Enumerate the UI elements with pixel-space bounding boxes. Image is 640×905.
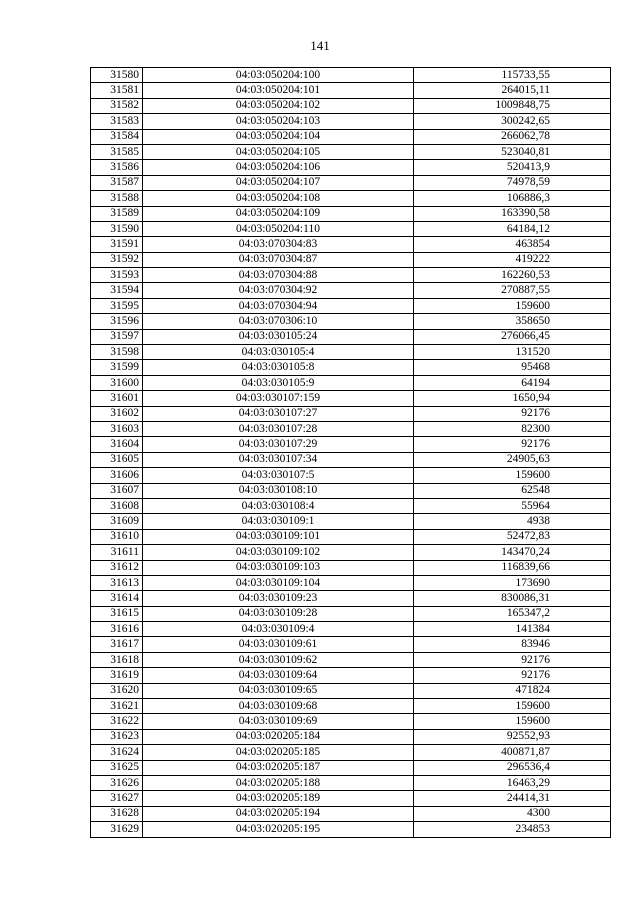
value-cell: 64194	[414, 375, 611, 390]
table-row	[91, 606, 611, 621]
table-row	[91, 822, 611, 837]
value-cell: 419222	[414, 252, 611, 267]
value-cell: 52472,83	[414, 529, 611, 544]
cadastral-number-cell: 04:03:020205:195	[143, 822, 414, 837]
row-number-cell: 31593	[91, 268, 143, 283]
cadastral-number-cell: 04:03:050204:104	[143, 129, 414, 144]
value-cell: 116839,66	[414, 560, 611, 575]
value-cell: 4300	[414, 806, 611, 821]
value-cell: 270887,55	[414, 283, 611, 298]
cadastral-number-cell: 04:03:050204:102	[143, 98, 414, 113]
value-cell: 523040,81	[414, 144, 611, 159]
value-cell: 115733,55	[414, 68, 611, 83]
row-number-cell: 31609	[91, 514, 143, 529]
table-row	[91, 775, 611, 790]
row-number-cell: 31611	[91, 545, 143, 560]
cadastral-number-cell: 04:03:070304:88	[143, 268, 414, 283]
row-number-cell: 31599	[91, 360, 143, 375]
value-cell: 159600	[414, 714, 611, 729]
cadastral-number-cell: 04:03:030105:8	[143, 360, 414, 375]
cadastral-number-cell: 04:03:050204:110	[143, 221, 414, 236]
cadastral-value-table	[90, 67, 611, 838]
cadastral-number-cell: 04:03:020205:187	[143, 760, 414, 775]
table-row	[91, 221, 611, 236]
table-body	[91, 68, 611, 838]
row-number-cell: 31598	[91, 345, 143, 360]
row-number-cell: 31582	[91, 98, 143, 113]
table-row	[91, 760, 611, 775]
cadastral-number-cell: 04:03:030108:10	[143, 483, 414, 498]
value-cell: 463854	[414, 237, 611, 252]
cadastral-number-cell: 04:03:030109:101	[143, 529, 414, 544]
value-cell: 131520	[414, 345, 611, 360]
row-number-cell: 31590	[91, 221, 143, 236]
table-row	[91, 83, 611, 98]
row-number-cell: 31625	[91, 760, 143, 775]
table-row	[91, 268, 611, 283]
value-cell: 74978,59	[414, 175, 611, 190]
table-row	[91, 175, 611, 190]
value-cell: 82300	[414, 421, 611, 436]
table-row	[91, 375, 611, 390]
row-number-cell: 31608	[91, 498, 143, 513]
table-row	[91, 468, 611, 483]
cadastral-number-cell: 04:03:050204:107	[143, 175, 414, 190]
cadastral-number-cell: 04:03:030109:1	[143, 514, 414, 529]
table-row	[91, 791, 611, 806]
row-number-cell: 31602	[91, 406, 143, 421]
table-row	[91, 298, 611, 313]
row-number-cell: 31587	[91, 175, 143, 190]
row-number-cell: 31616	[91, 622, 143, 637]
value-cell: 296536,4	[414, 760, 611, 775]
row-number-cell: 31623	[91, 729, 143, 744]
value-cell: 106886,3	[414, 191, 611, 206]
table-row	[91, 545, 611, 560]
row-number-cell: 31626	[91, 775, 143, 790]
row-number-cell: 31629	[91, 822, 143, 837]
value-cell: 4938	[414, 514, 611, 529]
value-cell: 16463,29	[414, 775, 611, 790]
value-cell: 83946	[414, 637, 611, 652]
table-row	[91, 68, 611, 83]
table-row	[91, 360, 611, 375]
value-cell: 520413,9	[414, 160, 611, 175]
cadastral-number-cell: 04:03:030107:28	[143, 421, 414, 436]
row-number-cell: 31581	[91, 83, 143, 98]
row-number-cell: 31596	[91, 314, 143, 329]
table-row	[91, 160, 611, 175]
row-number-cell: 31603	[91, 421, 143, 436]
cadastral-number-cell: 04:03:050204:101	[143, 83, 414, 98]
table-row	[91, 483, 611, 498]
value-cell: 159600	[414, 298, 611, 313]
cadastral-number-cell: 04:03:030109:102	[143, 545, 414, 560]
value-cell: 830086,31	[414, 591, 611, 606]
value-cell: 159600	[414, 468, 611, 483]
row-number-cell: 31583	[91, 114, 143, 129]
table-row	[91, 252, 611, 267]
row-number-cell: 31610	[91, 529, 143, 544]
cadastral-number-cell: 04:03:030107:5	[143, 468, 414, 483]
cadastral-number-cell: 04:03:020205:185	[143, 745, 414, 760]
row-number-cell: 31614	[91, 591, 143, 606]
row-number-cell: 31628	[91, 806, 143, 821]
table-row	[91, 191, 611, 206]
table-row	[91, 237, 611, 252]
row-number-cell: 31588	[91, 191, 143, 206]
value-cell: 92176	[414, 668, 611, 683]
row-number-cell: 31612	[91, 560, 143, 575]
table-row	[91, 729, 611, 744]
value-cell: 92176	[414, 652, 611, 667]
cadastral-number-cell: 04:03:030107:159	[143, 391, 414, 406]
table-row	[91, 806, 611, 821]
value-cell: 471824	[414, 683, 611, 698]
table-row	[91, 391, 611, 406]
row-number-cell: 31585	[91, 144, 143, 159]
cadastral-number-cell: 04:03:030108:4	[143, 498, 414, 513]
cadastral-number-cell: 04:03:030109:61	[143, 637, 414, 652]
value-cell: 62548	[414, 483, 611, 498]
row-number-cell: 31606	[91, 468, 143, 483]
cadastral-number-cell: 04:03:030105:9	[143, 375, 414, 390]
table-row	[91, 668, 611, 683]
table-row	[91, 406, 611, 421]
table-row	[91, 699, 611, 714]
value-cell: 1650,94	[414, 391, 611, 406]
row-number-cell: 31619	[91, 668, 143, 683]
table-row	[91, 622, 611, 637]
cadastral-number-cell: 04:03:030109:62	[143, 652, 414, 667]
value-cell: 163390,58	[414, 206, 611, 221]
table-row	[91, 314, 611, 329]
cadastral-number-cell: 04:03:030109:68	[143, 699, 414, 714]
page-number: 141	[310, 38, 330, 53]
table-row	[91, 529, 611, 544]
table-row	[91, 129, 611, 144]
cadastral-number-cell: 04:03:070304:92	[143, 283, 414, 298]
row-number-cell: 31607	[91, 483, 143, 498]
table-row	[91, 637, 611, 652]
value-cell: 92176	[414, 406, 611, 421]
row-number-cell: 31580	[91, 68, 143, 83]
cadastral-number-cell: 04:03:070304:83	[143, 237, 414, 252]
row-number-cell: 31627	[91, 791, 143, 806]
cadastral-number-cell: 04:03:020205:184	[143, 729, 414, 744]
table-row	[91, 206, 611, 221]
value-cell: 266062,78	[414, 129, 611, 144]
cadastral-number-cell: 04:03:030105:24	[143, 329, 414, 344]
cadastral-number-cell: 04:03:050204:109	[143, 206, 414, 221]
value-cell: 64184,12	[414, 221, 611, 236]
cadastral-number-cell: 04:03:050204:108	[143, 191, 414, 206]
row-number-cell: 31615	[91, 606, 143, 621]
value-cell: 92176	[414, 437, 611, 452]
cadastral-number-cell: 04:03:070304:94	[143, 298, 414, 313]
value-cell: 264015,11	[414, 83, 611, 98]
cadastral-number-cell: 04:03:070304:87	[143, 252, 414, 267]
value-cell: 173690	[414, 575, 611, 590]
value-cell: 24905,63	[414, 452, 611, 467]
value-cell: 92552,93	[414, 729, 611, 744]
table-row	[91, 560, 611, 575]
cadastral-number-cell: 04:03:050204:106	[143, 160, 414, 175]
value-cell: 165347,2	[414, 606, 611, 621]
row-number-cell: 31591	[91, 237, 143, 252]
table-row	[91, 683, 611, 698]
cadastral-number-cell: 04:03:050204:100	[143, 68, 414, 83]
table-row	[91, 591, 611, 606]
table-row	[91, 652, 611, 667]
row-number-cell: 31586	[91, 160, 143, 175]
cadastral-number-cell: 04:03:070306:10	[143, 314, 414, 329]
cadastral-number-cell: 04:03:030109:69	[143, 714, 414, 729]
row-number-cell: 31601	[91, 391, 143, 406]
row-number-cell: 31604	[91, 437, 143, 452]
row-number-cell: 31605	[91, 452, 143, 467]
cadastral-number-cell: 04:03:050204:105	[143, 144, 414, 159]
row-number-cell: 31594	[91, 283, 143, 298]
table-row	[91, 437, 611, 452]
cadastral-number-cell: 04:03:030107:29	[143, 437, 414, 452]
table-row	[91, 329, 611, 344]
row-number-cell: 31618	[91, 652, 143, 667]
table-row	[91, 421, 611, 436]
value-cell: 141384	[414, 622, 611, 637]
cadastral-number-cell: 04:03:020205:194	[143, 806, 414, 821]
table-row	[91, 714, 611, 729]
cadastral-number-cell: 04:03:030109:23	[143, 591, 414, 606]
row-number-cell: 31584	[91, 129, 143, 144]
cadastral-number-cell: 04:03:030105:4	[143, 345, 414, 360]
table-row	[91, 498, 611, 513]
cadastral-number-cell: 04:03:030107:34	[143, 452, 414, 467]
row-number-cell: 31620	[91, 683, 143, 698]
cadastral-number-cell: 04:03:020205:189	[143, 791, 414, 806]
value-cell: 276066,45	[414, 329, 611, 344]
cadastral-number-cell: 04:03:030107:27	[143, 406, 414, 421]
cadastral-number-cell: 04:03:030109:4	[143, 622, 414, 637]
value-cell: 95468	[414, 360, 611, 375]
value-cell: 55964	[414, 498, 611, 513]
table-row	[91, 745, 611, 760]
cadastral-number-cell: 04:03:050204:103	[143, 114, 414, 129]
row-number-cell: 31621	[91, 699, 143, 714]
value-cell: 143470,24	[414, 545, 611, 560]
cadastral-number-cell: 04:03:030109:28	[143, 606, 414, 621]
table-row	[91, 575, 611, 590]
table-row	[91, 114, 611, 129]
row-number-cell: 31592	[91, 252, 143, 267]
value-cell: 300242,65	[414, 114, 611, 129]
value-cell: 234853	[414, 822, 611, 837]
value-cell: 162260,53	[414, 268, 611, 283]
row-number-cell: 31613	[91, 575, 143, 590]
row-number-cell: 31595	[91, 298, 143, 313]
row-number-cell: 31622	[91, 714, 143, 729]
row-number-cell: 31600	[91, 375, 143, 390]
cadastral-number-cell: 04:03:030109:64	[143, 668, 414, 683]
table-row	[91, 345, 611, 360]
cadastral-number-cell: 04:03:030109:104	[143, 575, 414, 590]
row-number-cell: 31617	[91, 637, 143, 652]
table-row	[91, 98, 611, 113]
value-cell: 400871,87	[414, 745, 611, 760]
value-cell: 1009848,75	[414, 98, 611, 113]
table-row	[91, 144, 611, 159]
row-number-cell: 31589	[91, 206, 143, 221]
value-cell: 24414,31	[414, 791, 611, 806]
table-row	[91, 452, 611, 467]
cadastral-number-cell: 04:03:030109:65	[143, 683, 414, 698]
value-cell: 358650	[414, 314, 611, 329]
cadastral-number-cell: 04:03:030109:103	[143, 560, 414, 575]
row-number-cell: 31597	[91, 329, 143, 344]
table-row	[91, 514, 611, 529]
row-number-cell: 31624	[91, 745, 143, 760]
cadastral-number-cell: 04:03:020205:188	[143, 775, 414, 790]
table-row	[91, 283, 611, 298]
value-cell: 159600	[414, 699, 611, 714]
